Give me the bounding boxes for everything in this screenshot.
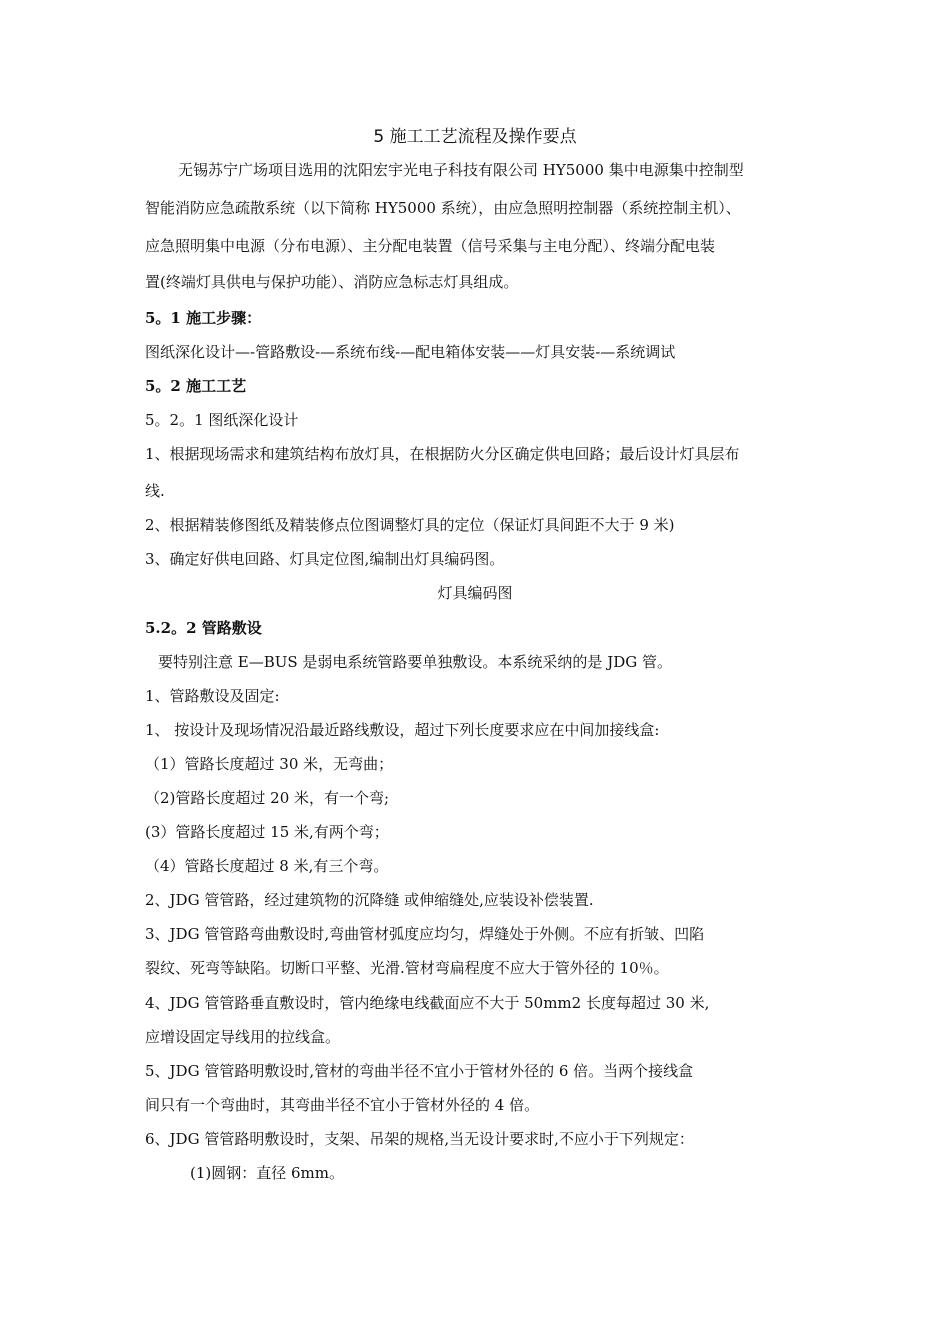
deepening-item-2: 2、根据精装修图纸及精装修点位图调整灯具的定位（保证灯具间距不大于 9 米) <box>145 516 675 534</box>
conduit-line-7: 2、JDG 管管路，经过建筑物的沉降缝 或伸缩缝处,应装设补偿装置. <box>145 891 594 909</box>
conduit-line-11: 应增设固定导线用的拉线盒。 <box>145 1028 341 1046</box>
deepening-item-1: 1、根据现场需求和建筑结构布放灯具，在根据防火分区确定供电回路；最后设计灯具层布 <box>145 445 740 463</box>
conduit-line-2: 1、 按设计及现场情况沿最近路线敷设，超过下列长度要求应在中间加接线盒: <box>145 721 660 739</box>
heading-5-2-1: 5。2。1 图纸深化设计 <box>145 411 299 429</box>
deepening-item-1-cont: 线. <box>145 482 165 500</box>
section-title: 5 施工工艺流程及操作要点 <box>373 127 577 147</box>
heading-5-2-2: 5.2。2 管路敷设 <box>145 619 262 637</box>
intro-line-4: 置(终端灯具供电与保护功能）、消防应急标志灯具组成。 <box>145 273 519 291</box>
conduit-line-3: （1）管路长度超过 30 米，无弯曲； <box>145 755 394 773</box>
conduit-line-12: 5、JDG 管管路明敷设时,管材的弯曲半径不宜小于管材外径的 6 倍。当两个接线盒 <box>145 1062 694 1080</box>
heading-5-2: 5。2 施工工艺 <box>145 377 247 395</box>
conduit-note: 要特别注意 E—BUS 是弱电系统管路要单独敷设。本系统采纳的是 JDG 管。 <box>158 653 672 671</box>
conduit-line-8: 3、JDG 管管路弯曲敷设时,弯曲管材弧度应均匀，焊缝处于外侧。不应有折皱、凹陷 <box>145 925 705 943</box>
conduit-line-5: (3）管路长度超过 15 米,有两个弯； <box>145 823 389 841</box>
conduit-line-6: （4）管路长度超过 8 米,有三个弯。 <box>145 857 389 875</box>
conduit-line-13: 间只有一个弯曲时，其弯曲半径不宜小于管材外径的 4 倍。 <box>145 1096 540 1114</box>
conduit-line-9: 裂纹、死弯等缺陷。切断口平整、光滑.管材弯扁程度不应大于管外径的 10％。 <box>145 959 669 977</box>
construction-steps: 图纸深化设计—-管路敷设-—系统布线-—配电箱体安装——灯具安装-—系统调试 <box>145 343 676 361</box>
intro-line-3: 应急照明集中电源（分布电源）、主分配电装置（信号采集与主电分配）、终端分配电装 <box>145 237 716 255</box>
heading-5-1: 5。1 施工步骤： <box>145 309 262 327</box>
conduit-line-14: 6、JDG 管管路明敷设时，支架、吊架的规格,当无设计要求时,不应小于下列规定： <box>145 1130 694 1148</box>
figure-caption: 灯具编码图 <box>437 584 513 602</box>
conduit-line-1: 1、管路敷设及固定: <box>145 687 280 705</box>
deepening-item-3: 3、确定好供电回路、灯具定位图,编制出灯具编码图。 <box>145 550 505 568</box>
conduit-line-4: （2)管路长度超过 20 米，有一个弯; <box>145 789 390 807</box>
intro-line-2: 智能消防应急疏散系统（以下简称 HY5000 系统），由应急照明控制器（系统控制主机）、 <box>145 199 741 217</box>
intro-line-1: 无锡苏宁广场项目选用的沈阳宏宇光电子科技有限公司 HY5000 集中电源集中控制型 <box>178 161 744 179</box>
conduit-line-10: 4、JDG 管管路垂直敷设时，管内绝缘电线截面应不大于 50mm2 长度每超过 30 米, <box>145 994 710 1012</box>
conduit-sub-item: (1)圆钢：直径 6mm。 <box>190 1164 345 1182</box>
